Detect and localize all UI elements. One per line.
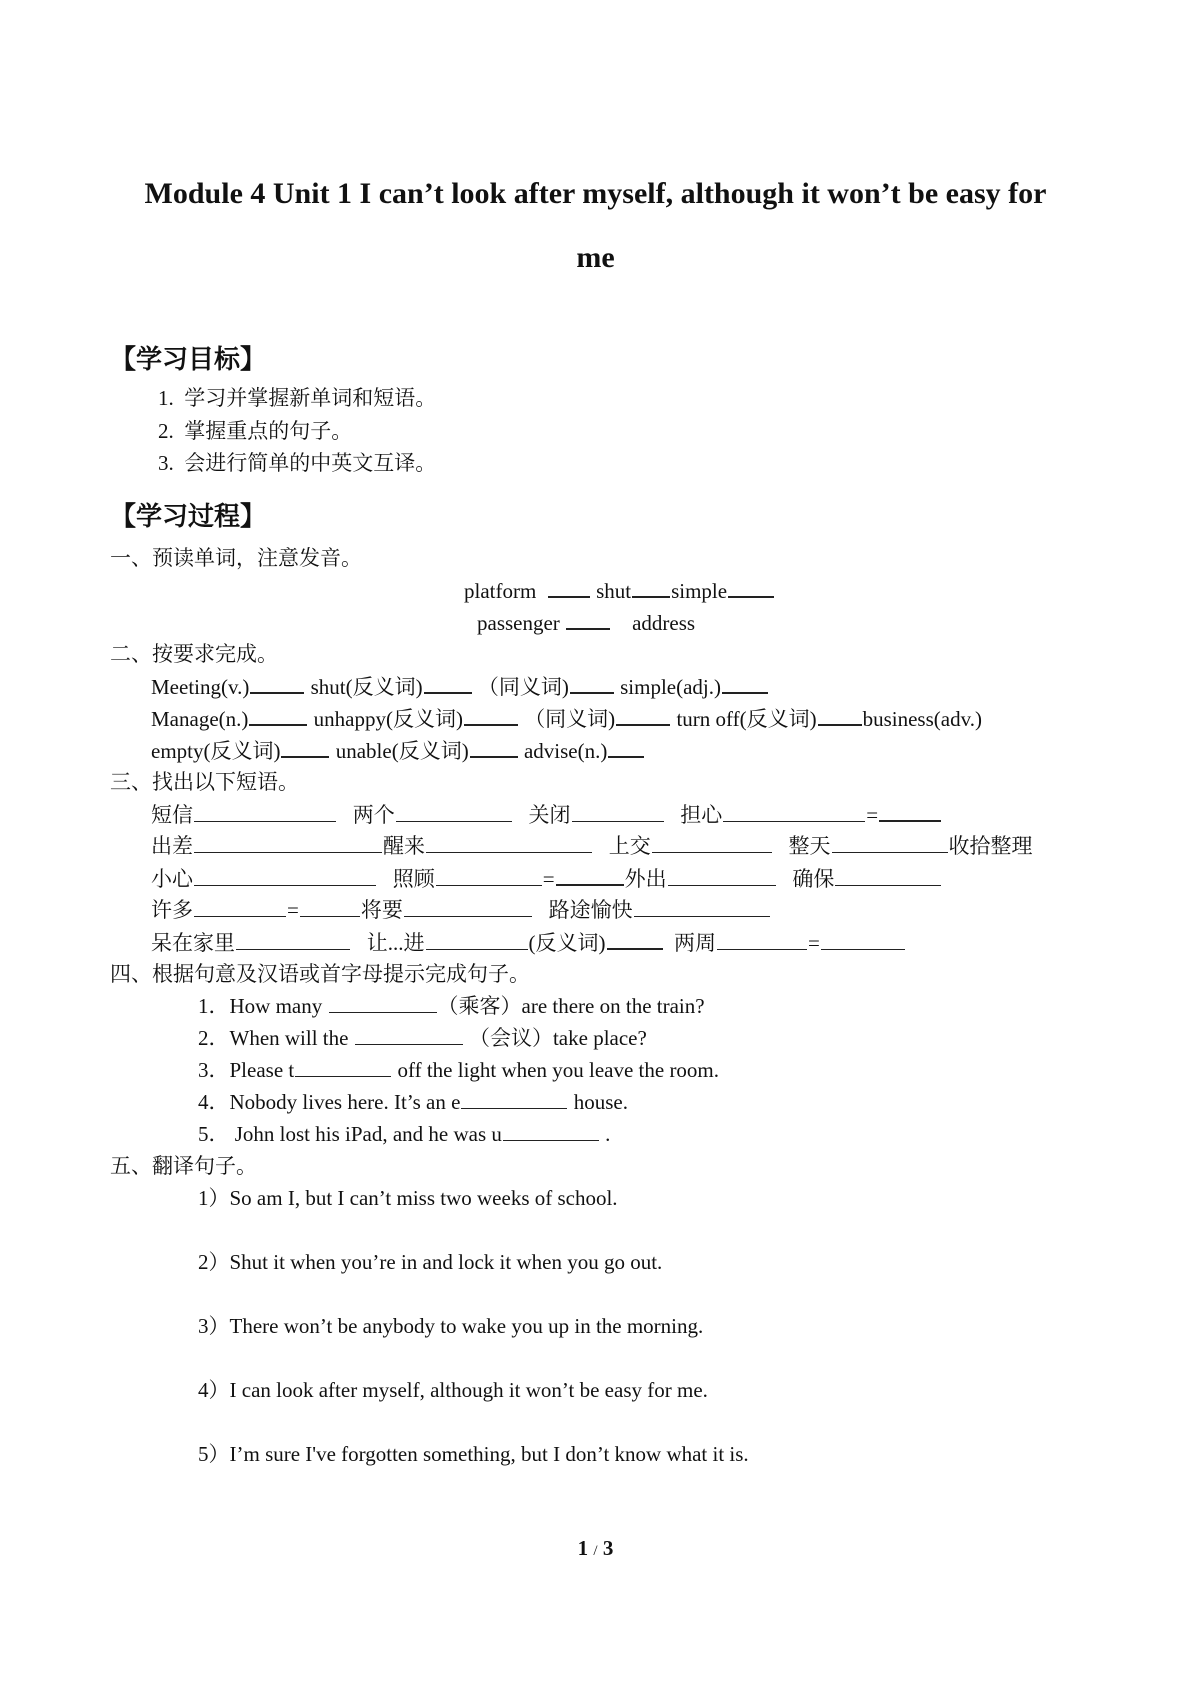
- blank[interactable]: [194, 897, 286, 917]
- blank[interactable]: [556, 865, 624, 886]
- sentence-item: 5． John lost his iPad, and he was u .: [198, 1122, 611, 1146]
- page-number: 1 / 3: [577, 1536, 614, 1560]
- blank[interactable]: [470, 737, 518, 758]
- translation-item: 2）Shut it when you’re in and lock it when you go out.: [198, 1250, 663, 1274]
- blank[interactable]: [548, 577, 590, 598]
- blank[interactable]: [728, 577, 774, 598]
- section-5-title: 五、翻译句子。: [110, 1154, 257, 1178]
- blank[interactable]: [717, 930, 807, 950]
- blank[interactable]: [300, 897, 360, 917]
- blank[interactable]: [404, 897, 532, 917]
- section-2-row-3: empty(反义词) unable(反义词) advise(n.): [151, 737, 645, 764]
- section-3-row-2: 出差 醒来 上交 整天 收拾整理: [151, 834, 1033, 858]
- title-line-2: me: [576, 241, 615, 274]
- translation-item: 4）I can look after myself, although it won’t be easy for me.: [198, 1378, 708, 1402]
- objective-item: 3. 会进行简单的中英文互译。: [158, 451, 437, 475]
- objective-item: 2. 掌握重点的句子。: [158, 419, 353, 443]
- section-2-row-2: Manage(n.) unhappy(反义词) （同义词) turn off(反义词) business(adv.): [151, 707, 982, 731]
- objective-item: 1. 学习并掌握新单词和短语。: [158, 386, 437, 410]
- blank[interactable]: [879, 801, 941, 822]
- blank[interactable]: [436, 866, 542, 886]
- blank[interactable]: [329, 993, 437, 1013]
- blank[interactable]: [832, 833, 948, 853]
- blank[interactable]: [426, 833, 592, 853]
- preview-words-row-1: platform shut simple: [464, 577, 775, 604]
- section-3-title: 三、找出以下短语。: [110, 770, 299, 794]
- section-3-row-1: 短信 两个 关闭 担心 =: [151, 801, 942, 828]
- translation-item: 1）So am I, but I can’t miss two weeks of school.: [198, 1186, 618, 1210]
- blank[interactable]: [250, 673, 304, 694]
- section-1-title: 一、预读单词，注意发音。: [110, 546, 362, 570]
- section-4-title: 四、根据句意及汉语或首字母提示完成句子。: [110, 962, 530, 986]
- blank[interactable]: [503, 1121, 599, 1141]
- blank[interactable]: [249, 705, 307, 726]
- blank[interactable]: [723, 802, 865, 822]
- blank[interactable]: [632, 577, 670, 598]
- blank[interactable]: [295, 1057, 391, 1077]
- blank[interactable]: [566, 609, 610, 630]
- blank[interactable]: [722, 673, 768, 694]
- blank[interactable]: [821, 930, 905, 950]
- blank[interactable]: [194, 802, 336, 822]
- sentence-item: 1．How many （乘客）are there on the train?: [198, 994, 705, 1018]
- blank[interactable]: [464, 705, 518, 726]
- section-2-title: 二、按要求完成。: [110, 642, 278, 666]
- translation-item: 3）There won’t be anybody to wake you up in the morning.: [198, 1314, 704, 1338]
- blank[interactable]: [634, 897, 770, 917]
- blank[interactable]: [424, 673, 472, 694]
- blank[interactable]: [194, 866, 376, 886]
- blank[interactable]: [652, 833, 772, 853]
- blank[interactable]: [194, 833, 382, 853]
- section-3-row-5: 呆在家里 让...进 (反义词) 两周 =: [151, 929, 906, 956]
- blank[interactable]: [608, 737, 644, 758]
- title-line-1: Module 4 Unit 1 I can’t look after myself, although it won’t be easy for: [144, 177, 1047, 210]
- blank[interactable]: [426, 930, 528, 950]
- sentence-item: 3．Please t off the light when you leave the room.: [198, 1058, 720, 1082]
- page-title: [60, 162, 1131, 290]
- blank[interactable]: [281, 737, 329, 758]
- blank[interactable]: [572, 802, 664, 822]
- blank[interactable]: [570, 673, 614, 694]
- section-3-row-4: 许多 = 将要 路途愉快: [151, 897, 771, 923]
- translation-item: 5）I’m sure I've forgotten something, but I don’t know what it is.: [198, 1442, 749, 1466]
- objectives-heading: 【学习目标】: [110, 345, 267, 374]
- sentence-item: 2．When will the （会议）take place?: [198, 1026, 647, 1050]
- section-3-row-3: 小心 照顾 = 外出 确保: [151, 865, 942, 892]
- blank[interactable]: [236, 930, 350, 950]
- blank[interactable]: [668, 866, 776, 886]
- sentence-item: 4．Nobody lives here. It’s an e house.: [198, 1090, 628, 1114]
- blank[interactable]: [355, 1025, 463, 1045]
- blank[interactable]: [461, 1089, 567, 1109]
- blank[interactable]: [607, 929, 663, 950]
- process-heading: 【学习过程】: [110, 502, 267, 531]
- section-2-row-1: Meeting(v.) shut(反义词) （同义词) simple(adj.): [151, 673, 769, 700]
- blank[interactable]: [818, 705, 862, 726]
- blank[interactable]: [616, 705, 670, 726]
- blank[interactable]: [396, 802, 512, 822]
- blank[interactable]: [835, 866, 941, 886]
- preview-words-row-2: passenger address: [477, 611, 696, 635]
